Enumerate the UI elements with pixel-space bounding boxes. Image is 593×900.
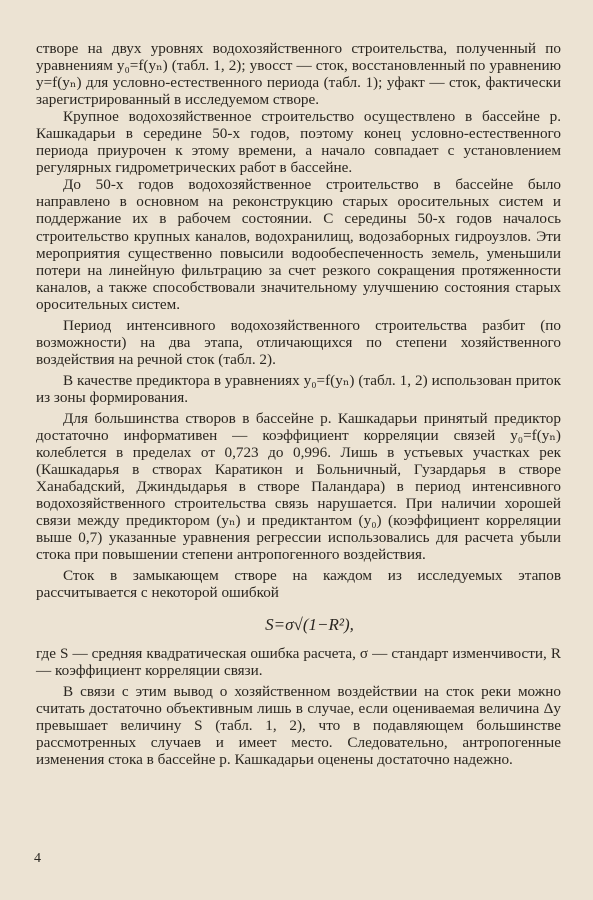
page-body bbox=[36, 40, 561, 768]
paragraph-8: где S — средняя квадратическая ошибка расчета, σ — стандарт изменчивости, R — коэффициент корреляции связи. bbox=[36, 644, 561, 679]
paragraph-1: створе на двух уровнях водохозяйственного строительства, полученный по уравнениям y₀=f(yₙ) (табл. 1, 2); yвосст — сток, восстановленный по уравнению y=f(yₙ) для условно-естественного периода (табл. 1); yфакт — сток, фактически зарегистрированный в исследуемом створе. bbox=[36, 40, 561, 109]
paragraph-3: До 50-х годов водохозяйственное строительство в бассейне было направлено в основном на реконструкцию старых оросительных систем и поддержание их в рабочем состоянии. С середины 50-х годов началось строительство крупных каналов, водохранилищ, водозаборных гидроузлов. Эти мероприятия существенно повысили водообеспеченность земель, уменьшили потери на линейную фильтрацию за счет резкого сокращения протяженности каналов, а также способствовали значительному улучшению состояния старых оросительных систем. bbox=[36, 176, 561, 313]
paragraph-5: В качестве предиктора в уравнениях y₀=f(yₙ) (табл. 1, 2) использован приток из зоны формирования. bbox=[36, 371, 561, 406]
paragraph-4: Период интенсивного водохозяйственного строительства разбит (по возможности) на два этапа, отличающихся по степени хозяйственного воздействия на речной сток (табл. 2). bbox=[36, 316, 561, 368]
paragraph-6: Для большинства створов в бассейне р. Кашкадарьи принятый предиктор достаточно информативен — коэффициент корреляции связей y₀=f(yₙ) колеблется в пределах от 0,723 до 0,996. Лишь в устьевых участках рек (Кашкадарья в створах Каратикон и Больничный, Гузардарья в створе Ханабадский, Джиндыдарья в створе Паландара) в период интенсивного водохозяйственного строительства связь нарушается. При наличии хорошей связи между предиктором (yₙ) и предиктантом (y₀) (коэффициент корреляции выше 0,7) указанные уравнения регрессии использовались для расчета убыли стока при повышении степени антропогенного воздействия. bbox=[36, 409, 561, 564]
error-formula: S=σ√(1−R²), bbox=[265, 614, 354, 634]
paragraph-9: В связи с этим вывод о хозяйственном воздействии на сток реки можно считать достаточно объективным лишь в случае, если оцениваемая величина Δy превышает величину S (табл. 1, 2), что в подавляющем большинстве рассмотренных случаев и имеет место. Следовательно, антропогенные изменения стока в бассейне р. Кашкадарьи оценены достаточно надежно. bbox=[36, 682, 561, 768]
page-number: 4 bbox=[34, 851, 41, 866]
paragraph-2: Крупное водохозяйственное строительство осуществлено в бассейне р. Кашкадарьи в середине 50-х годов, поэтому конец условно-естественного периода приурочен к этому времени, а начало совпадает с установлением регулярных гидрометрических работ в бассейне. bbox=[36, 108, 561, 177]
paragraph-7: Сток в замыкающем створе на каждом из исследуемых этапов рассчитывается с некоторой ошибкой bbox=[36, 567, 561, 602]
